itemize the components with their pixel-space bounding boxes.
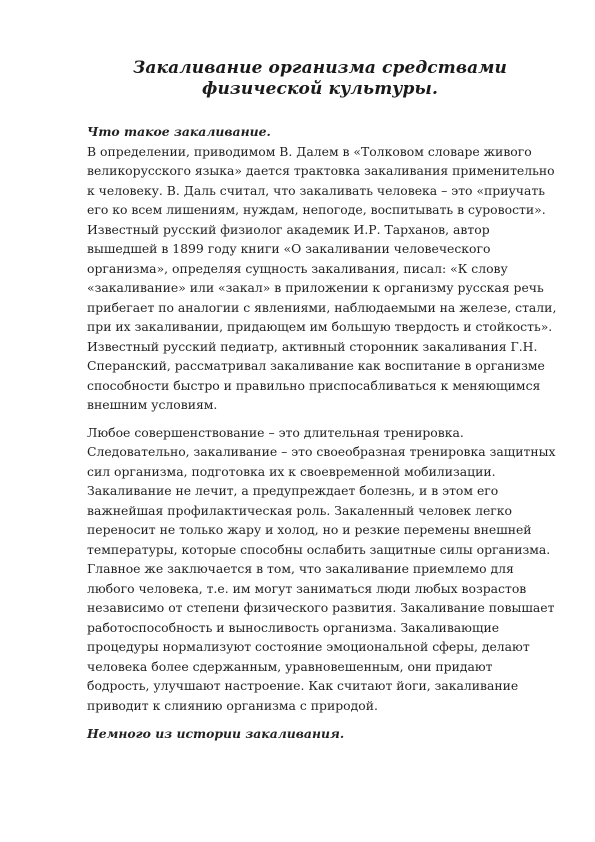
history-heading: Немного из истории закаливания.: [87, 726, 345, 741]
body-paragraph-2: Любое совершенствование – это длительная тренировка. Следовательно, закаливание – это своеобразная тренировка защитных сил организма, подготовка их к своевременной мобилизации. Закаливание не лечит, а предупреждает болезнь, и в этом его важнейшая профилактическая роль. Закаленный человек легко переносит не только жару и холод, но и резкие перемены внешней температуры, которые способны ослабить защитные силы организма. Главное же заключается в том, что закаливание приемлемо для любого человека, т.е. им могут заниматься люди любых возрастов независимо от степени физического развития. Закаливание повышает работоспособность и выносливость организма. Закаливающие процедуры нормализуют состояние эмоциональной сферы, делают человека более сдержанным, уравновешенным, они придают бодрость, улучшают настроение. Как считают йоги, закаливание приводит к слиянию организма с природой.: [87, 424, 556, 713]
document-body: [87, 122, 557, 744]
body-paragraph-1: В определении, приводимом В. Далем в «Толковом словаре живого великорусского языка» дается трактовка закаливания применительно к человеку. В. Даль считал, что закаливать человека – это «приучать его ко всем лишениям, нуждам, непогоде, воспитывать в суровости». Известный русский физиолог академик И.Р. Тарханов, автор вышедшей в 1899 году книги «О закаливании человеческого организма», определяя сущность закаливания, писал: «К слову «закаливание» или «закал» в приложении к организму русская речь прибегает по аналогии с явлениями, наблюдаемыми на железе, стали, при их закаливании, придающем им большую твердость и стойкость». Известный русский педиатр, активный сторонник закаливания Г.Н. Сперанский, рассматривал закаливание как воспитание в организме способности быстро и правильно приспосабливаться к меняющимся внешним условиям.: [87, 143, 557, 412]
section-heading: Что такое закаливание.: [87, 124, 271, 139]
document-title: Закаливание организма средствами физической культуры.: [133, 58, 507, 99]
